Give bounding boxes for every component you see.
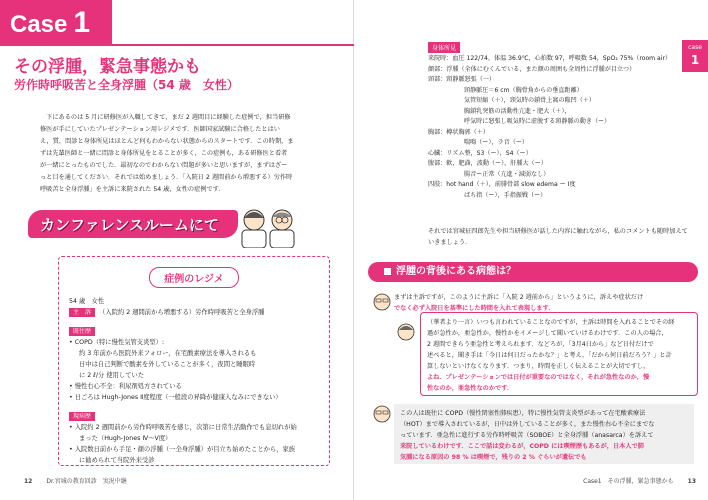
- case-subtitle: 労作時呼吸苦と全身浮腫（54 歳 女性）: [14, 78, 239, 92]
- intro-line: が一緒にとったものでした．最初なのでわからない問題が多いと思いますが，まずはざー: [40, 162, 288, 169]
- side-tab-word: case: [688, 44, 702, 51]
- discussion-box: [394, 404, 694, 464]
- present-illness-line: • 入院数日前から手足・顔の浮腫（一全身浮腫）が目立ち始めたことから，家族: [69, 446, 296, 453]
- case-rule-line: [112, 44, 354, 46]
- discussion-line: っています．亜急性に進行する労作時呼吸苦（SOBOE）と全身浮腫（anasarca）を訴えて: [400, 432, 654, 439]
- history-tag: 既往歴: [69, 327, 95, 336]
- physical-finding-line: 頸部：頸静脈怒張（一）: [428, 76, 496, 83]
- commentator-avatar-icon: [372, 292, 392, 312]
- left-footer: [24, 476, 127, 485]
- case-title: その浮腫，緊急事態かも: [14, 57, 201, 77]
- case-resume-box: [58, 256, 330, 466]
- history-line: に 2 ℓ/分 使用していた: [79, 372, 145, 379]
- history-line: 日中は自己判断で酸素を外していることが多く，夜間と睡眠時: [79, 361, 256, 368]
- right-page: [354, 0, 708, 500]
- physical-finding-line: 四肢：hot hand（＋），前腓骨部 slow edema ー Ⅰ度: [428, 181, 576, 188]
- physical-finding-line: 胸部：樽状胸郭（＋）: [428, 128, 489, 136]
- bubble-line: よね．プレゼンテーションでは日付が重要なのではなく，それが急性なのか，慢: [427, 374, 650, 381]
- physical-finding-line: 腹部：軟，肥満，波動（ー），肝腫大（ー）: [428, 160, 547, 167]
- present-illness-line: に勧められて当院外来受診: [79, 457, 155, 464]
- physical-finding-line: 顔部：浮腫（全体にむくんでいる，また顔の周囲も全周性に浮腫が目立つ）: [428, 65, 636, 73]
- physical-finding-line: 喘鳴（ー），ラ音（ー）: [464, 139, 528, 146]
- physical-finding-line: 腸音ー正常（亢進・減弱なし）: [464, 170, 550, 178]
- commentary-line: まずは主訴ですが，このように主訴に「入院 2 週前から」というように，訴えや症状だけ: [394, 294, 644, 301]
- page-number: 13: [687, 478, 696, 485]
- section-heading: [368, 262, 698, 282]
- case-word: Case: [10, 11, 68, 38]
- physical-findings-tag: 身体所見: [428, 42, 460, 53]
- bubble-line: （華者より一言）いつも言われていることなのですが，主訴は時間を入れることでその経: [427, 319, 675, 326]
- commentary-text: [394, 292, 694, 314]
- present-illness-line: まった（Hugh-Jones Ⅳ～Ⅴ度）: [79, 435, 172, 442]
- bubble-line: 述べると，聞き手は「今日は何日だったかな？」と考え，「だから何日前だろう？」と計: [427, 352, 672, 359]
- physical-finding-line: ばち指（ー），手指振戦（ー）: [464, 191, 547, 199]
- commentator-avatar-icon: [372, 404, 392, 424]
- discussion-line: （HOT）まで導入されているが，日中は外していることが多く，また慢性右心不全にまでな: [400, 421, 655, 428]
- history-line: • 日ごろは Hugh-Jones Ⅱ度程度（一般段の昇降が健康人なみにできない）: [69, 394, 282, 401]
- conference-banner: [28, 204, 298, 244]
- present-illness-line: • 入院約 2 週間前から労作時呼吸苦を感じ，次第に日常生活動作でも息切れが始: [69, 424, 297, 431]
- resume-title: 症例のレジメ: [149, 267, 238, 288]
- history-line: 約 3 年前から医院外来フォロー，在宅酸素療法を導入されるも: [79, 350, 257, 357]
- case-number: 1: [73, 6, 91, 39]
- transition-line: いきましょう．: [428, 239, 472, 246]
- physical-findings-list: [428, 54, 688, 201]
- running-title: Case1 その浮腫，緊急事態かも: [583, 478, 674, 485]
- commentary-line-emphasis: でなく必ず入院日を基準にした時間を入れて表現します．: [394, 305, 555, 312]
- section-title: 浮腫の背後にある病態は？: [396, 266, 516, 277]
- resume-age-sex: 54 歳 女性: [69, 298, 105, 305]
- intro-line: 下にあるのは 5 月に研修医が入職してきて，まだ 2 週間目に経験した症例で，担当研修: [40, 114, 291, 121]
- square-bullet-icon: [384, 268, 391, 275]
- discussion-line: 来院しているわけです．ここで話は変わるが，COPD には喫煙歴もあるが，日本人で肺: [400, 443, 644, 450]
- doctors-illustration: [234, 204, 304, 248]
- transition-text: [428, 226, 688, 248]
- chief-complaint-text: （入院約 2 週間前から増悪する）労作時呼吸苦と全身浮腫: [99, 309, 265, 316]
- intro-line: え，質，問診と身体所見はほとんど何もわからない状態からのスタートです．この時期，ま: [40, 138, 294, 145]
- resume-chief-complaint: [69, 307, 319, 318]
- bubble-line: 過が急性か，亜急性か，慢性かをイメージして聞いていけるわけです．この人の場合，: [427, 330, 668, 337]
- side-tab-number: 1: [690, 53, 700, 67]
- conference-label: カンファレンスルームにて: [40, 216, 219, 234]
- intro-line: っと目を通してください．それでは始めましょう．「入院日 2 週間前から増悪する）労作時: [40, 174, 293, 181]
- chief-complaint-tag: 主 訴: [69, 308, 95, 317]
- history-line: • COPD（特に慢性気管支炎型）:: [69, 339, 165, 346]
- doctor-avatar-icon: [396, 322, 416, 342]
- discussion-line: この人は既往に COPD（慢性閉塞性肺疾患），特に慢性気管支炎型があって在宅酸素療法: [400, 410, 646, 417]
- physical-finding-line: 胸鎖乳突筋の活動性亢進・肥大（＋），: [464, 107, 571, 115]
- intro-line: 呼吸苦と全身浮腫」を主訴に来院された 54 歳，女性の症例です．: [40, 186, 225, 193]
- bubble-line: 性なのか，亜急性なのかです．: [427, 385, 514, 392]
- doctor-comment-bubble: [420, 312, 698, 396]
- physical-finding-line: 呼気時に怒張し吸気時に虚脱する頸静脈の動き（ー）: [464, 118, 611, 125]
- physical-finding-line: 頸静脈圧＝6 cm（胸骨角からの垂直距離）: [464, 86, 583, 94]
- transition-line: それでは宮城征四郎先生や担当研修医が話した内容に触れながら，私のコメントも随時加えて: [428, 228, 688, 235]
- right-footer: [583, 476, 696, 485]
- physical-finding-line: 気管短縮（＋），頸気時の鎖骨上窩の陥凹（＋）: [464, 97, 596, 104]
- intro-line: ずは先輩医師と一緒に問診と身体所見をとることが多く，この症例も，ある研修医と看者: [40, 150, 288, 157]
- history-line: • 慢性右心不全：利尿剤処方されている: [69, 383, 182, 390]
- bubble-line: 算しないといけなくなります．つまり，時間を正しく伝えることが大切ですし，: [427, 363, 650, 370]
- bubble-line: 2 週間できらう亜急性と考えられます．などろが，「3月4日から」など日付だけで: [427, 341, 654, 348]
- present-illness-tag: 現病歴: [69, 412, 95, 421]
- discussion-line: 気腫になる原因の 98 % は喫煙で，残りの 2 % ぐらいが遺伝でも: [400, 454, 587, 461]
- intro-paragraph: [40, 112, 322, 196]
- intro-line: 修医が手にしていたプレゼンテーション用レジメです．医師国家試験に合格したとはい: [40, 126, 280, 133]
- physical-finding-line: 来院時：血圧 122/74，体温 36.9℃，心拍数 97，呼吸数 54，SpO₂ 75%（room air）: [428, 55, 672, 62]
- page-number: 12: [24, 478, 33, 485]
- running-title: Dr.宮城の教育回診 実況中継: [46, 478, 127, 485]
- physical-finding-line: 心臓：リズム整，S3（ー），S4（ー）: [428, 149, 532, 157]
- case-label: [0, 0, 112, 46]
